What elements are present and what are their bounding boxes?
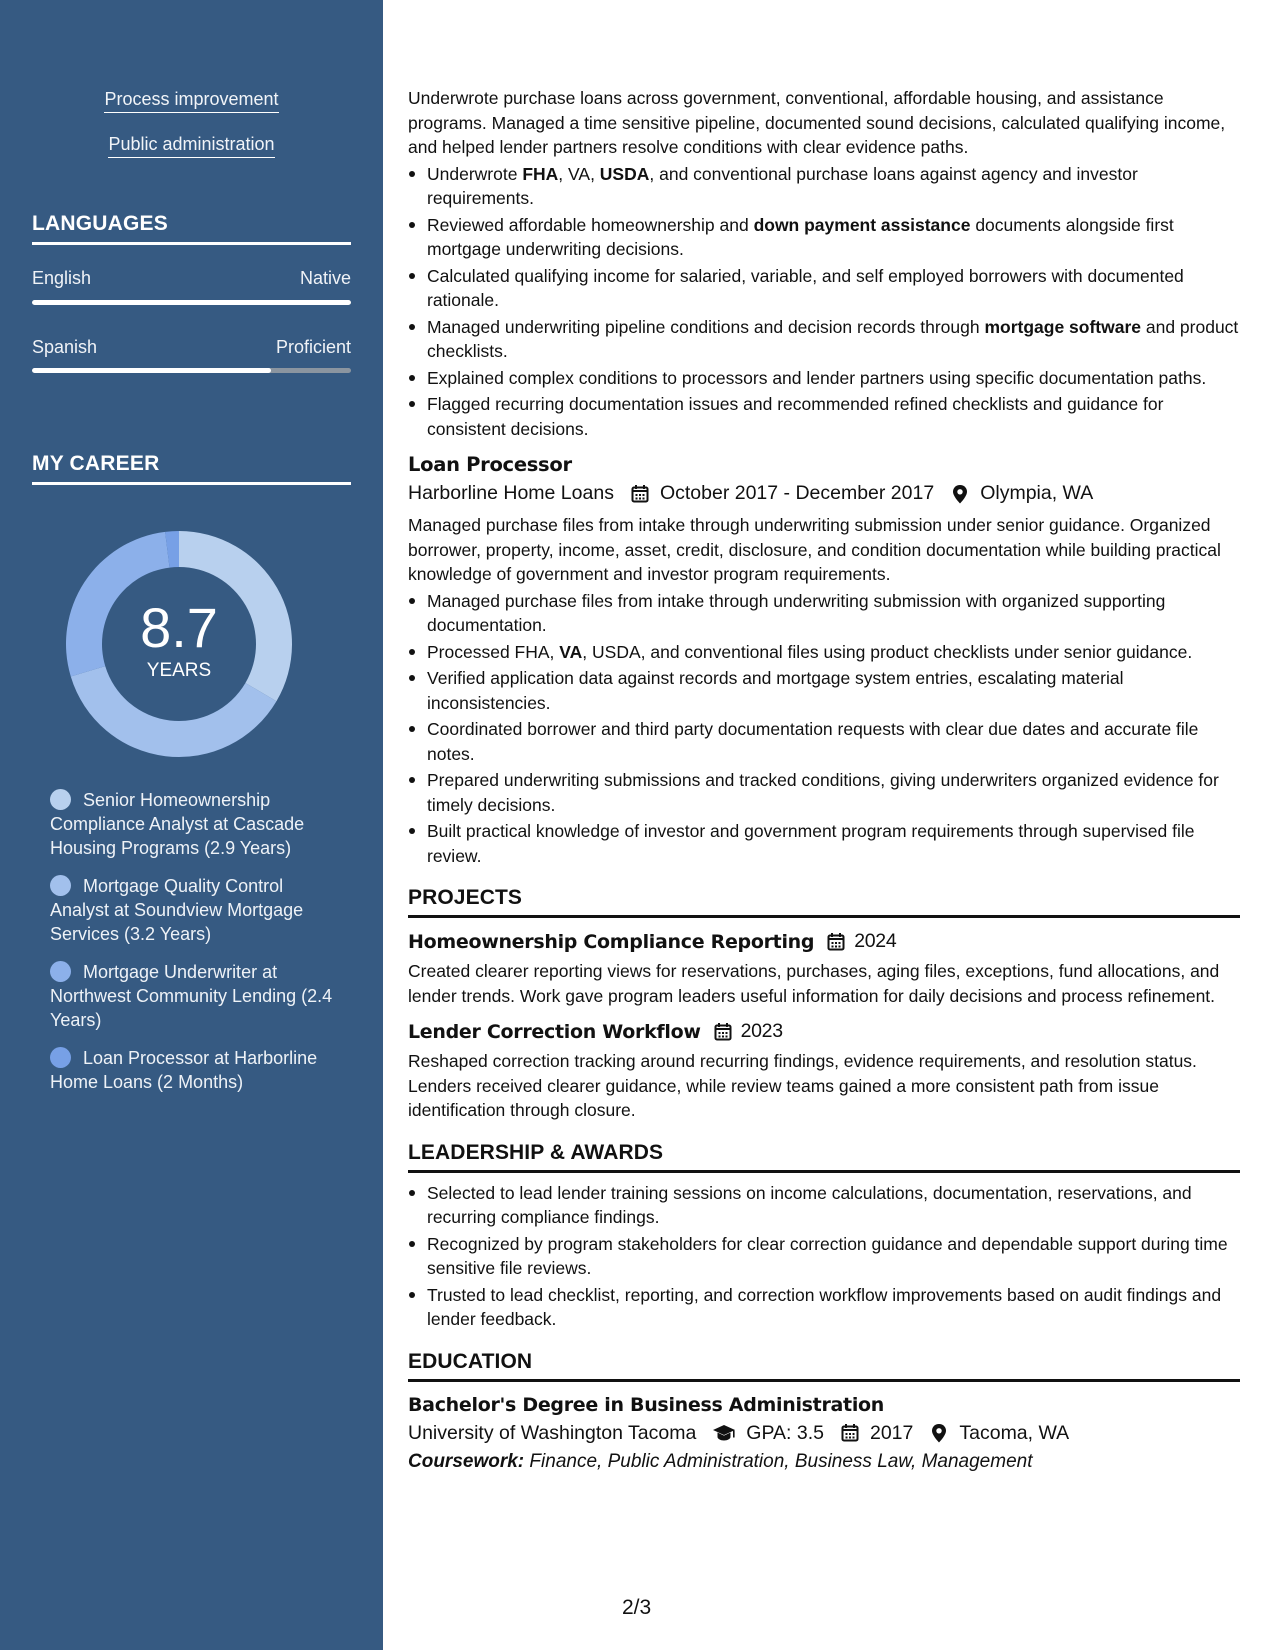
- language-row: [32, 337, 351, 358]
- bullet-item: [408, 264, 1240, 313]
- bullet-text: Flagged recurring documentation issues and recommended refined checklists and guidance for consistent decisions.: [427, 394, 1164, 439]
- calendar-icon: [713, 1022, 733, 1042]
- bullet-emphasis: USDA: [599, 163, 650, 184]
- education-coursework: [408, 1451, 1240, 1473]
- bullet-text: Built practical knowledge of investor and government program requirements through supervised file review.: [427, 821, 1195, 866]
- education-heading: EDUCATION: [408, 1350, 1240, 1382]
- sidebar: [0, 0, 383, 1650]
- project-description: Reshaped correction tracking around recurring findings, evidence requirements, and resolution status. Lenders received clearer guidance, while review teams gained a more consistent path from issue identification through closure.: [408, 1051, 1197, 1120]
- career-item-label: Senior Homeownership Compliance Analyst at Cascade Housing Programs (2.9 Years): [50, 790, 305, 858]
- career-item-label: Loan Processor at Harborline Home Loans (2 Months): [50, 1048, 318, 1092]
- bullet-text: documents alongside first mortgage underwriting decisions.: [427, 214, 1174, 259]
- bullet-emphasis: FHA: [522, 163, 559, 184]
- education-gpa: GPA: 3.5: [746, 1421, 824, 1444]
- project-title-row: [408, 930, 1240, 953]
- project-description: Created clearer reporting views for reservations, purchases, aging files, exceptions, fund allocations, and lender trends. Work gave program leaders useful information for daily decisions and process refinement.: [408, 961, 1220, 1006]
- bullet-text: Coordinated borrower and third party documentation requests with clear due dates and accurate file notes.: [427, 719, 1199, 764]
- project-year: 2023: [740, 1020, 783, 1042]
- bullet-item: [408, 819, 1240, 868]
- processor-bullets: [408, 589, 1240, 869]
- bullet-item: [408, 213, 1240, 262]
- underwriter-summary: Underwrote purchase loans across government, conventional, affordable housing, and assistance programs. Managed a time sensitive pipeline, documented sound decisions, calculated qualifying income, and helped lender partners resolve conditions with clear evidence paths.: [408, 88, 1226, 157]
- calendar-icon: [630, 484, 650, 504]
- awards-heading: LEADERSHIP & AWARDS: [408, 1141, 1240, 1173]
- bullet-text: Reviewed affordable homeownership and: [427, 214, 754, 235]
- bullet-item: [408, 589, 1240, 638]
- education-year: 2017: [869, 1421, 914, 1444]
- bullet-text: Underwrote: [427, 163, 523, 184]
- skill-item: [0, 134, 383, 158]
- career-dot-icon: [50, 875, 71, 896]
- language-proficiency-bar: [32, 368, 351, 373]
- award-item: Trusted to lead checklist, reporting, and correction workflow improvements based on audit findings and lender feedback.: [408, 1283, 1240, 1332]
- career-total-value: 8.7: [140, 596, 218, 659]
- bullet-text: Calculated qualifying income for salaried, variable, and self employed borrowers with documented rationale.: [427, 265, 1184, 310]
- career-heading: MY CAREER: [32, 452, 351, 485]
- skill-item: [0, 89, 383, 113]
- career-item: [50, 788, 340, 860]
- skill-label: Public administration: [108, 134, 274, 158]
- job-title: Loan Processor: [408, 453, 572, 476]
- awards-list: [408, 1181, 1240, 1332]
- project-title: Homeownership Compliance Reporting: [408, 930, 815, 953]
- graduation-cap-icon: [712, 1423, 736, 1443]
- bullet-emphasis: down payment assistance: [753, 214, 971, 235]
- career-item-label: Mortgage Underwriter at Northwest Community Lending (2.4 Years): [50, 962, 333, 1030]
- coursework-label: Coursework:: [408, 1450, 525, 1472]
- award-item: Recognized by program stakeholders for clear correction guidance and dependable support during time sensitive file reviews.: [408, 1232, 1240, 1281]
- award-item: Selected to lead lender training sessions on income calculations, documentation, reservations, and recurring compliance findings.: [408, 1181, 1240, 1230]
- project-title-row: [408, 1020, 1240, 1043]
- job-dates: October 2017 - December 2017: [659, 482, 935, 504]
- main-content: [408, 86, 1240, 1473]
- education-meta: [408, 1422, 1240, 1445]
- bullet-item: [408, 392, 1240, 441]
- language-row: [32, 268, 351, 289]
- processor-summary: Managed purchase files from intake through underwriting submission under senior guidance. Organized borrower, property, income, asset, credit, disclosure, and condition documentation while building practical knowledge of government and investor program requirements.: [408, 515, 1221, 584]
- bullet-item: [408, 666, 1240, 715]
- education-location: Tacoma, WA: [959, 1421, 1070, 1444]
- project-year: 2024: [854, 930, 897, 952]
- skill-label: Process improvement: [104, 89, 278, 113]
- job-company: Harborline Home Loans: [408, 482, 614, 504]
- career-donut-chart: [64, 529, 294, 759]
- bullet-text: Prepared underwriting submissions and tracked conditions, giving underwriters organized evidence for timely decisions.: [427, 770, 1219, 815]
- languages-heading: LANGUAGES: [32, 212, 351, 245]
- career-item-label: Mortgage Quality Control Analyst at Soundview Mortgage Services (3.2 Years): [50, 876, 304, 944]
- career-dot-icon: [50, 961, 71, 982]
- location-pin-icon: [929, 1423, 949, 1443]
- career-total-unit: YEARS: [146, 660, 212, 681]
- language-proficiency-fill: [32, 300, 351, 305]
- language-name: Spanish: [32, 337, 98, 357]
- bullet-text: Verified application data against records and mortgage system entries, escalating material inconsistencies.: [427, 668, 1124, 713]
- project-title: Lender Correction Workflow: [408, 1020, 701, 1043]
- career-dot-icon: [50, 1047, 71, 1068]
- career-item: [50, 874, 340, 946]
- calendar-icon: [826, 932, 846, 952]
- bullet-emphasis: VA: [559, 641, 583, 662]
- bullet-item: [408, 315, 1240, 364]
- location-pin-icon: [950, 484, 970, 504]
- bullet-text: , VA,: [558, 163, 600, 184]
- language-proficiency-fill: [32, 368, 271, 373]
- calendar-icon: [840, 1423, 860, 1443]
- underwriter-bullets: [408, 162, 1240, 442]
- bullet-text: and product checklists.: [427, 316, 1239, 361]
- coursework-list: Finance, Public Administration, Business Law, Management: [529, 1450, 1033, 1472]
- career-dot-icon: [50, 789, 71, 810]
- bullet-item: [408, 366, 1240, 391]
- bullet-text: Managed underwriting pipeline conditions and decision records through: [427, 316, 985, 337]
- career-item: [50, 960, 340, 1032]
- career-total: [64, 529, 294, 759]
- bullet-emphasis: mortgage software: [984, 316, 1141, 337]
- education-degree: Bachelor's Degree in Business Administration: [408, 1393, 885, 1416]
- education-school: University of Washington Tacoma: [408, 1421, 697, 1444]
- bullet-item: [408, 162, 1240, 211]
- bullet-text: Processed FHA,: [427, 641, 560, 662]
- career-list: [50, 788, 340, 1108]
- language-level: Proficient: [275, 337, 351, 357]
- career-item: [50, 1046, 340, 1094]
- language-name: English: [32, 268, 92, 288]
- language-proficiency-bar: [32, 300, 351, 305]
- job-meta: [408, 482, 1240, 505]
- language-level: Native: [299, 268, 351, 288]
- page-number: 2/3: [622, 1596, 652, 1619]
- bullet-item: [408, 768, 1240, 817]
- bullet-text: , USDA, and conventional files using product checklists under senior guidance.: [582, 641, 1193, 662]
- projects-heading: PROJECTS: [408, 886, 1240, 918]
- job-location: Olympia, WA: [980, 482, 1094, 504]
- bullet-item: [408, 717, 1240, 766]
- bullet-text: Explained complex conditions to processors and lender partners using specific documentation paths.: [427, 367, 1207, 388]
- bullet-text: Managed purchase files from intake through underwriting submission with organized supporting documentation.: [427, 590, 1166, 635]
- bullet-text: , and conventional purchase loans against agency and investor requirements.: [427, 163, 1138, 208]
- bullet-item: [408, 640, 1240, 665]
